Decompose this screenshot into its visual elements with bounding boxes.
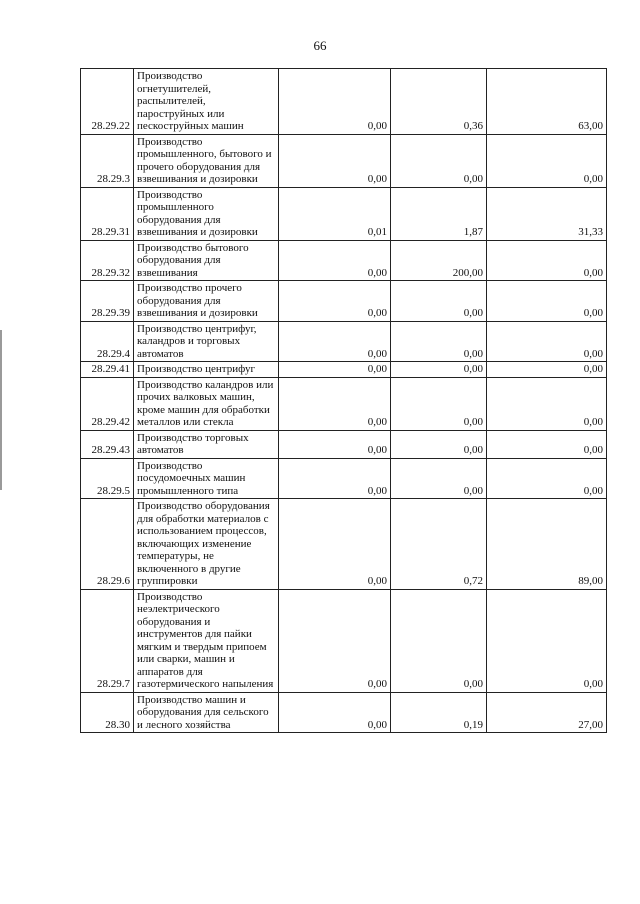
row-value-1: 0,00 xyxy=(279,499,391,590)
table-row xyxy=(81,69,607,135)
row-code: 28.29.32 xyxy=(81,240,134,281)
row-name: Производство промышленного оборудования для взвешивания и дозировки xyxy=(134,187,279,240)
row-name: Производство огнетушителей, распылителей, пароструйных или пескоструйных машин xyxy=(134,69,279,135)
row-value-2: 0,72 xyxy=(391,499,487,590)
row-value-2: 0,19 xyxy=(391,692,487,733)
table-row xyxy=(81,321,607,362)
row-name: Производство центрифуг xyxy=(134,362,279,378)
row-value-1: 0,00 xyxy=(279,458,391,499)
table-row xyxy=(81,134,607,187)
scan-edge-mark xyxy=(0,330,2,490)
row-value-3: 0,00 xyxy=(487,240,607,281)
row-value-3: 0,00 xyxy=(487,430,607,458)
row-code: 28.29.6 xyxy=(81,499,134,590)
row-code: 28.29.5 xyxy=(81,458,134,499)
statistics-table xyxy=(80,68,607,733)
row-value-2: 0,00 xyxy=(391,321,487,362)
row-value-2: 0,36 xyxy=(391,69,487,135)
row-value-1: 0,00 xyxy=(279,69,391,135)
table-row xyxy=(81,589,607,692)
row-value-2: 0,00 xyxy=(391,458,487,499)
table-row xyxy=(81,430,607,458)
row-value-1: 0,00 xyxy=(279,281,391,322)
row-value-1: 0,00 xyxy=(279,430,391,458)
row-value-1: 0,00 xyxy=(279,377,391,430)
page-number: 66 xyxy=(313,38,327,53)
row-name: Производство оборудования для обработки материалов с использованием процессов, включающих изменение температуры, не включенного в другие группировки xyxy=(134,499,279,590)
row-name: Производство центрифуг, каландров и торговых автоматов xyxy=(134,321,279,362)
table-row xyxy=(81,281,607,322)
table-row xyxy=(81,692,607,733)
row-value-1: 0,00 xyxy=(279,134,391,187)
row-code: 28.29.7 xyxy=(81,589,134,692)
row-code: 28.29.43 xyxy=(81,430,134,458)
row-value-2: 0,00 xyxy=(391,430,487,458)
row-code: 28.29.4 xyxy=(81,321,134,362)
row-value-2: 0,00 xyxy=(391,362,487,378)
table-row xyxy=(81,499,607,590)
row-value-3: 0,00 xyxy=(487,281,607,322)
row-name: Производство прочего оборудования для взвешивания и дозировки xyxy=(134,281,279,322)
table-row xyxy=(81,458,607,499)
row-code: 28.30 xyxy=(81,692,134,733)
row-value-2: 200,00 xyxy=(391,240,487,281)
row-value-2: 0,00 xyxy=(391,134,487,187)
row-code: 28.29.39 xyxy=(81,281,134,322)
row-value-1: 0,01 xyxy=(279,187,391,240)
row-value-3: 63,00 xyxy=(487,69,607,135)
row-value-1: 0,00 xyxy=(279,692,391,733)
row-code: 28.29.31 xyxy=(81,187,134,240)
row-name: Производство посудомоечных машин промышленного типа xyxy=(134,458,279,499)
table-body xyxy=(81,69,607,733)
row-value-1: 0,00 xyxy=(279,240,391,281)
row-value-3: 31,33 xyxy=(487,187,607,240)
row-value-1: 0,00 xyxy=(279,321,391,362)
row-value-3: 89,00 xyxy=(487,499,607,590)
row-name: Производство каландров или прочих валковых машин, кроме машин для обработки металлов или стекла xyxy=(134,377,279,430)
table-row xyxy=(81,187,607,240)
row-code: 28.29.3 xyxy=(81,134,134,187)
row-name: Производство бытового оборудования для взвешивания xyxy=(134,240,279,281)
row-value-2: 0,00 xyxy=(391,281,487,322)
row-code: 28.29.42 xyxy=(81,377,134,430)
row-value-2: 1,87 xyxy=(391,187,487,240)
row-value-2: 0,00 xyxy=(391,589,487,692)
table-row xyxy=(81,377,607,430)
row-value-3: 0,00 xyxy=(487,362,607,378)
row-value-1: 0,00 xyxy=(279,589,391,692)
row-value-2: 0,00 xyxy=(391,377,487,430)
row-value-3: 0,00 xyxy=(487,321,607,362)
row-value-3: 0,00 xyxy=(487,458,607,499)
row-name: Производство торговых автоматов xyxy=(134,430,279,458)
row-name: Производство промышленного, бытового и прочего оборудования для взвешивания и дозировки xyxy=(134,134,279,187)
row-name: Производство машин и оборудования для сельского и лесного хозяйства xyxy=(134,692,279,733)
row-value-1: 0,00 xyxy=(279,362,391,378)
row-value-3: 0,00 xyxy=(487,134,607,187)
row-code: 28.29.41 xyxy=(81,362,134,378)
table-row xyxy=(81,362,607,378)
table-row xyxy=(81,240,607,281)
row-code: 28.29.22 xyxy=(81,69,134,135)
row-value-3: 0,00 xyxy=(487,377,607,430)
row-value-3: 27,00 xyxy=(487,692,607,733)
row-value-3: 0,00 xyxy=(487,589,607,692)
row-name: Производство неэлектрического оборудования и инструментов для пайки мягким и твердым припоем или сварки, машин и аппаратов для газотермического напыления xyxy=(134,589,279,692)
